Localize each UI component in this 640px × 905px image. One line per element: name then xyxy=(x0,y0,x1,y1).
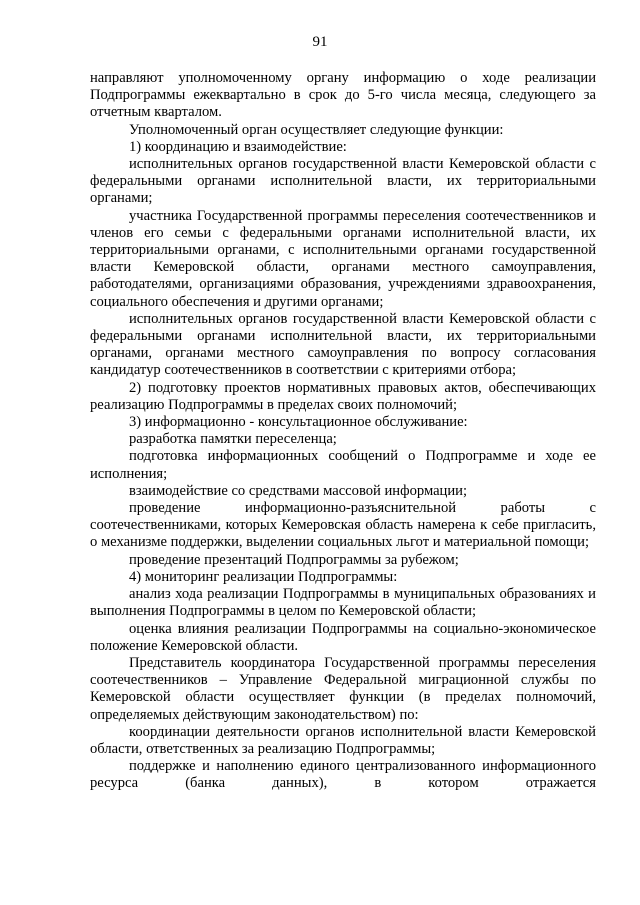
paragraph: 4) мониторинг реализации Подпрограммы: xyxy=(129,568,398,585)
paragraph: участника Государственной программы переселения соотечественников и членов его семьи с федеральными органами исполнительной власти, их территориальными органами, с исполнительными органами государственной власти Кемеровской области, органами местного самоуправления, работодателями, организациями образования, учреждениями здравоохранения, социального обеспечения и другими органами; xyxy=(90,207,596,310)
paragraph: оценка влияния реализации Подпрограммы на социально-экономическое положение Кемеровской области. xyxy=(90,620,596,654)
paragraph: проведение информационно-разъяснительной работы с соотечественниками, которых Кемеровская область намерена к себе пригласить, о механизме поддержки, выделении социальных льгот и материальной помощи; xyxy=(90,500,596,551)
paragraph: подготовка информационных сообщений о Подпрограмме и ходе ее исполнения; xyxy=(90,448,596,482)
paragraph: Представитель координатора Государственной программы переселения соотечественников – Управление Федеральной миграционной службы по Кемеровской области осуществляет функции (в пределах полномочий, определяемых действующим законодательством) по: xyxy=(90,654,596,723)
paragraph: координации деятельности органов исполнительной власти Кемеровской области, ответственных за реализацию Подпрограммы; xyxy=(90,723,596,757)
paragraph: 2) подготовку проектов нормативных правовых актов, обеспечивающих реализацию Подпрограммы в пределах своих полномочий; xyxy=(90,379,596,413)
paragraph: исполнительных органов государственной власти Кемеровской области с федеральными органами исполнительной власти, их территориальными органами; xyxy=(90,156,596,207)
paragraph: исполнительных органов государственной власти Кемеровской области с федеральными органами исполнительной власти, их территориальными органами, органами местного самоуправления по вопросу согласования кандидатур соотечественников в соответствии с критериями отбора; xyxy=(90,310,596,379)
document-body xyxy=(90,70,596,793)
paragraph: взаимодействие со средствами массовой информации; xyxy=(129,482,468,499)
paragraph: проведение презентаций Подпрограммы за рубежом; xyxy=(129,551,459,568)
paragraph: 1) координацию и взаимодействие: xyxy=(129,138,347,155)
paragraph: направляют уполномоченному органу информацию о ходе реализации Подпрограммы ежеквартально в срок до 5-го числа месяца, следующего за отчетным кварталом. xyxy=(90,70,596,121)
paragraph: 3) информационно - консультационное обслуживание: xyxy=(129,414,468,431)
paragraph: анализ хода реализации Подпрограммы в муниципальных образованиях и выполнения Подпрограммы в целом по Кемеровской области; xyxy=(90,586,596,620)
paragraph: поддержке и наполнению единого централизованного информационного ресурса (банка данных), в котором отражается xyxy=(90,758,596,792)
page-number: 91 xyxy=(312,34,328,50)
paragraph: разработка памятки переселенца; xyxy=(129,431,337,448)
paragraph: Уполномоченный орган осуществляет следующие функции: xyxy=(129,121,504,138)
